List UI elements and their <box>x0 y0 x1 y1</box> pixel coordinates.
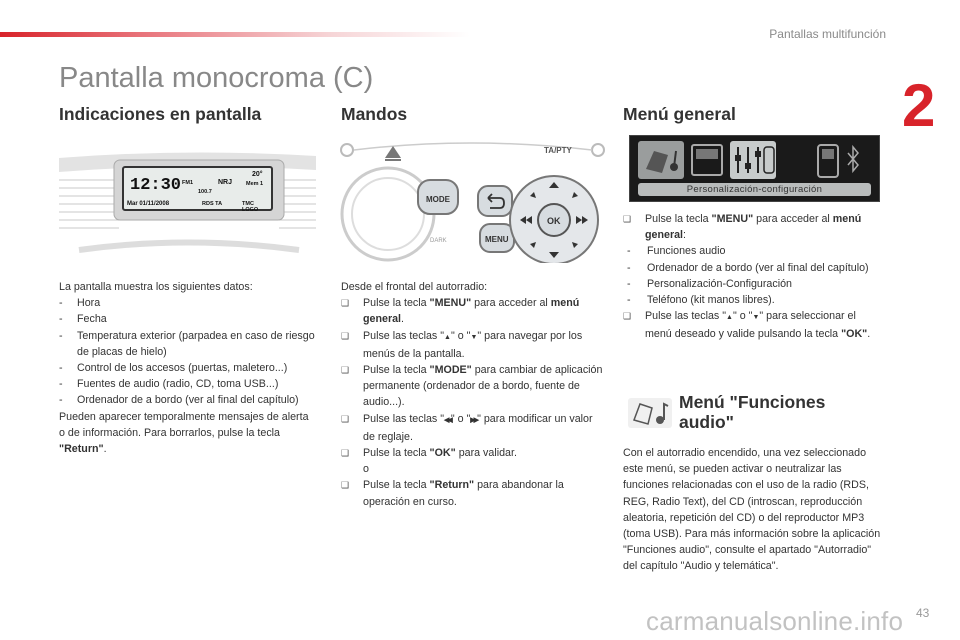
menu-display <box>629 135 880 202</box>
lcd-tmc: TMC LOGO <box>242 201 259 213</box>
heading-indicaciones: Indicaciones en pantalla <box>59 104 262 124</box>
indicaciones-outro: Pueden aparecer temporalmente mensajes de alerta o de información. Para borrarlos, pulse la tecla "Return". <box>59 410 309 456</box>
list-item: - Control de los accesos (puertas, maletero...) <box>59 362 288 375</box>
list-item: ❑ Pulse la tecla "MENU" para acceder al menú general. <box>341 297 580 326</box>
list-item: - Temperatura exterior (parpadea en caso de riesgo de placas de hielo) <box>59 329 315 358</box>
radio-controls-illustration <box>340 138 606 263</box>
menu-icons <box>638 141 872 181</box>
ok-key-label: OK <box>547 216 561 226</box>
list-item: ❑ Pulse la tecla "OK" para validar. <box>341 447 517 460</box>
funciones-body: Con el autorradio encendido, una vez seleccionado este menú, se pueden activar o neutralizar las funciones relacionadas con el uso de la radio (RDS, REG, Radio Text), del CD (introscan, reproducción aleatoria, repetición del CD) o del reproductor MP3 (toma USB). Para más información sobre la aplicación "Funciones audio", consulte el apartado "Autorradio" del capítulo "Audio y telemática". <box>623 447 881 573</box>
indicaciones-text <box>59 279 315 457</box>
heading-mandos: Mandos <box>341 104 408 124</box>
sub-item: - Teléfono (kit manos libres). <box>627 294 775 307</box>
lcd-time: 12:30 <box>130 176 182 195</box>
header-accent-bar <box>0 32 470 37</box>
mandos-text <box>341 279 603 510</box>
heading-menu-general: Menú general <box>623 104 736 124</box>
lcd-fm: FM1 <box>182 180 193 186</box>
indicaciones-intro: La pantalla muestra los siguientes datos: <box>59 281 253 293</box>
list-item: ❑ Pulse la tecla "MODE" para cambiar de aplicación permanente (ordenador de a bordo, fuente de audio...). <box>341 364 603 409</box>
or-label: o <box>363 463 369 476</box>
sub-item: - Ordenador de a bordo (ver al final del capítulo) <box>627 261 869 274</box>
menu-selection-bar: Personalización-configuración <box>638 183 871 196</box>
section-header: Pantallas multifunción <box>769 27 886 41</box>
heading-funciones-audio: Menú "Funciones audio" <box>679 392 826 432</box>
page-number: 43 <box>916 606 930 620</box>
lcd-rds: RDS TA <box>202 201 223 207</box>
dark-key-label: DARK <box>430 238 447 244</box>
lcd-memory: Mem 1 <box>246 181 264 187</box>
mode-key-label: MODE <box>426 195 450 204</box>
menu-key-label: MENU <box>485 235 509 244</box>
watermark: carmanualsonline.info <box>646 606 904 636</box>
mandos-intro: Desde el frontal del autorradio: <box>341 281 488 293</box>
list-item: - Hora <box>59 297 101 310</box>
page-title: Pantalla monocroma (C) <box>59 62 374 94</box>
list-item: ❑ Pulse la tecla "MENU" para acceder al menú general: <box>623 213 862 242</box>
list-item: ❑ Pulse las teclas "▲" o "▼" para navegar por los menús de la pantalla. <box>341 329 583 360</box>
lcd-display <box>122 166 273 211</box>
lcd-station: NRJ <box>218 179 233 186</box>
list-item: ❑ Pulse las teclas "▲" o "▼" para seleccionar el menú deseado y valide pulsando la tecla "OK". <box>623 310 871 341</box>
list-item: ❑ Pulse la tecla "Return" para abandonar la operación en curso. <box>341 479 564 508</box>
ta-pty-label: TA/PTY <box>544 146 572 155</box>
list-item: - Fecha <box>59 313 107 326</box>
sub-item: - Funciones audio <box>627 245 726 258</box>
lcd-temp: 20° <box>252 171 263 178</box>
audio-functions-icon <box>628 398 672 428</box>
sub-item: - Personalización-Configuración <box>627 277 792 290</box>
menu-general-text <box>623 211 885 343</box>
list-item: - Ordenador de a bordo (ver al final del capítulo) <box>59 394 299 407</box>
chapter-number: 2 <box>902 72 936 139</box>
list-item: ❑ Pulse las teclas "◀◀" o "▶▶" para modificar un valor de reglaje. <box>341 412 593 443</box>
lcd-date: Mar 01/11/2008 <box>127 201 170 207</box>
list-item: - Fuentes de audio (radio, CD, toma USB...) <box>59 378 279 391</box>
lcd-frequency: 100.7 <box>198 189 212 195</box>
